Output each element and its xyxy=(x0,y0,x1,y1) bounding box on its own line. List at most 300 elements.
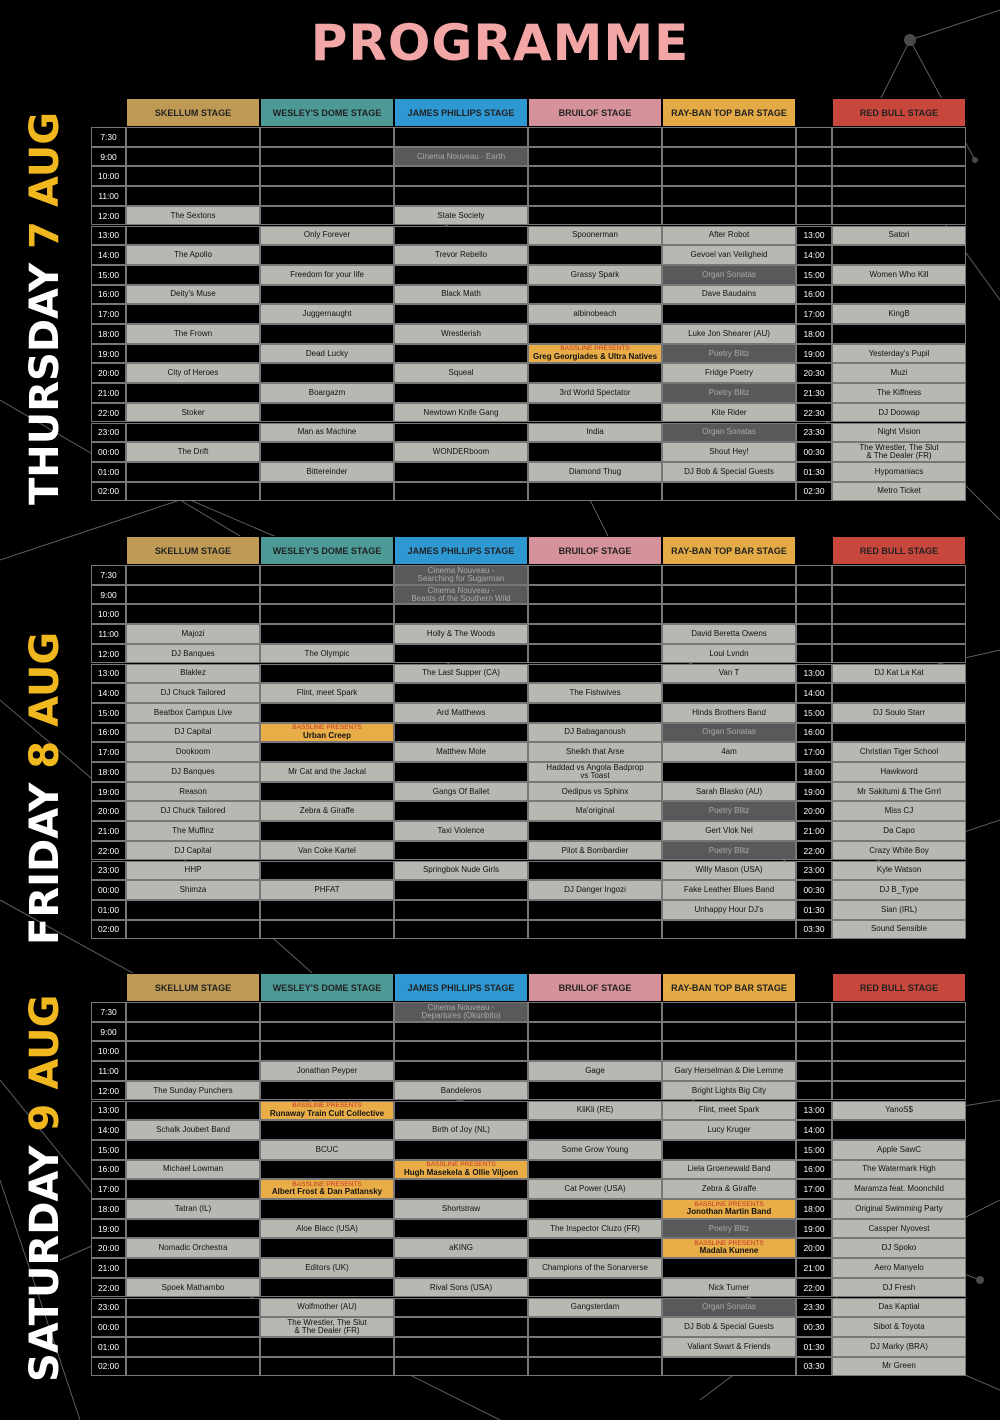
empty-slot xyxy=(260,920,394,940)
time-slot: 02:00 xyxy=(91,482,126,502)
empty-slot xyxy=(126,1022,260,1042)
red-bull-act-cell xyxy=(832,1258,966,1278)
act-name: Majozi xyxy=(181,628,205,638)
red-bull-time-slot: 13:00 xyxy=(796,664,832,684)
empty-slot xyxy=(260,604,394,624)
red-bull-act-cell xyxy=(832,1199,966,1219)
act-name: Schalk Joubert Band xyxy=(156,1125,230,1135)
empty-slot xyxy=(260,742,394,762)
stage-header-label: RAY-BAN TOP BAR STAGE xyxy=(671,545,787,556)
empty-slot xyxy=(126,585,260,605)
act-name: Poetry Blitz xyxy=(708,348,750,358)
act-name: Jonathan Peyper xyxy=(296,1065,358,1075)
act-cell xyxy=(662,1101,796,1121)
act-cell xyxy=(260,226,394,246)
empty-slot xyxy=(662,1258,796,1278)
red-bull-time-slot: 19:00 xyxy=(796,1219,832,1239)
empty-slot xyxy=(832,324,966,344)
bassline-act-cell xyxy=(528,344,662,364)
red-bull-time-slot xyxy=(796,1002,832,1022)
act-name: Birth of Joy (NL) xyxy=(432,1125,490,1135)
time-slot: 10:00 xyxy=(91,1041,126,1061)
act-cell xyxy=(662,1337,796,1357)
stage-header-wesley-s-dome-stage xyxy=(260,98,394,127)
day-name: FRIDAY xyxy=(22,782,68,945)
stage-header-red-bull-stage xyxy=(832,973,966,1002)
time-slot: 7:30 xyxy=(91,1002,126,1022)
act-cell xyxy=(260,683,394,703)
empty-slot xyxy=(394,304,528,324)
red-bull-act-cell xyxy=(832,462,966,482)
empty-slot xyxy=(260,585,394,605)
bassline-presents-label: BASSLINE PRESENTS xyxy=(560,345,630,353)
act-name: Hawkword xyxy=(880,766,918,776)
red-bull-time-slot xyxy=(796,1081,832,1101)
act-cell xyxy=(662,226,796,246)
time-slot: 13:00 xyxy=(91,664,126,684)
act-cell xyxy=(394,403,528,423)
time-slot: 17:00 xyxy=(91,742,126,762)
red-bull-act-cell xyxy=(832,482,966,502)
act-cell xyxy=(528,801,662,821)
act-cell xyxy=(528,723,662,743)
empty-slot xyxy=(832,624,966,644)
act-name: Champions of the Sonarverse xyxy=(542,1262,648,1272)
red-bull-time-slot: 01:30 xyxy=(796,462,832,482)
act-name: Wolfmother (AU) xyxy=(297,1302,357,1312)
empty-slot xyxy=(260,782,394,802)
time-slot: 12:00 xyxy=(91,206,126,226)
act-cell xyxy=(260,423,394,443)
empty-slot xyxy=(394,604,528,624)
act-name: Only Forever xyxy=(303,230,351,240)
act-name: HHP xyxy=(184,865,202,875)
empty-slot xyxy=(260,166,394,186)
red-bull-act-cell xyxy=(832,304,966,324)
red-bull-time-slot: 13:00 xyxy=(796,1101,832,1121)
act-cell xyxy=(528,1258,662,1278)
empty-slot xyxy=(528,604,662,624)
act-name: Poetry Blitz xyxy=(708,806,750,816)
act-cell xyxy=(126,245,260,265)
empty-slot xyxy=(126,344,260,364)
empty-slot xyxy=(260,1278,394,1298)
red-bull-time-slot: 22:00 xyxy=(796,1278,832,1298)
red-bull-time-slot: 03:30 xyxy=(796,1357,832,1377)
act-name: Flint, meet Spark xyxy=(698,1105,760,1115)
act-name: DJ Bob & Special Guests xyxy=(684,1322,774,1332)
stage-header-label: BRUILOF STAGE xyxy=(558,107,632,118)
red-bull-time-slot: 18:00 xyxy=(796,762,832,782)
act-cell xyxy=(260,762,394,782)
act-cell xyxy=(394,861,528,881)
empty-slot xyxy=(394,1179,528,1199)
act-cell xyxy=(126,363,260,383)
time-slot: 00:00 xyxy=(91,880,126,900)
empty-slot xyxy=(260,147,394,167)
empty-slot xyxy=(260,1081,394,1101)
time-slot: 14:00 xyxy=(91,683,126,703)
red-bull-act-cell xyxy=(832,920,966,940)
act-cell xyxy=(126,442,260,462)
act-name: Michael Lowman xyxy=(162,1164,224,1174)
stage-header-skellum-stage xyxy=(126,98,260,127)
time-slot: 23:00 xyxy=(91,861,126,881)
act-cell xyxy=(394,1199,528,1219)
act-cell xyxy=(662,841,796,861)
empty-slot xyxy=(832,1002,966,1022)
act-name: DJ Kat La Kat xyxy=(874,668,924,678)
act-cell xyxy=(528,304,662,324)
time-slot: 15:00 xyxy=(91,265,126,285)
act-cell xyxy=(528,265,662,285)
empty-slot xyxy=(662,1041,796,1061)
red-bull-time-slot: 14:00 xyxy=(796,1120,832,1140)
empty-slot xyxy=(394,1219,528,1239)
act-cell xyxy=(260,1140,394,1160)
day-name: THURSDAY xyxy=(22,262,68,505)
act-cell xyxy=(662,1081,796,1101)
day-number: 7 xyxy=(22,221,68,249)
act-cell xyxy=(662,723,796,743)
act-name: Maramza feat. Moonchild xyxy=(854,1184,944,1194)
empty-slot xyxy=(528,1357,662,1377)
empty-slot xyxy=(260,285,394,305)
empty-slot xyxy=(528,1278,662,1298)
act-cell xyxy=(662,344,796,364)
act-name: Spoek Mathambo xyxy=(161,1282,225,1292)
act-name: & The Dealer (FR) xyxy=(294,1326,360,1336)
time-slot: 22:00 xyxy=(91,403,126,423)
act-name: Aero Manyelo xyxy=(874,1262,924,1272)
red-bull-time-slot: 22:00 xyxy=(796,841,832,861)
empty-slot xyxy=(662,683,796,703)
act-name: DJ Chuck Tailored xyxy=(160,688,226,698)
act-name: Christian Tiger School xyxy=(859,747,939,757)
stage-header-label: RAY-BAN TOP BAR STAGE xyxy=(671,107,787,118)
act-name: DJ Bob & Special Guests xyxy=(684,466,774,476)
act-name: Oedipus vs Sphinx xyxy=(561,786,629,796)
act-cell xyxy=(126,861,260,881)
empty-slot xyxy=(394,801,528,821)
empty-slot xyxy=(832,723,966,743)
act-cell xyxy=(126,664,260,684)
act-name: Hypomaniacs xyxy=(874,466,924,476)
red-bull-time-slot: 13:00 xyxy=(796,226,832,246)
empty-slot xyxy=(832,644,966,664)
red-bull-act-cell xyxy=(832,801,966,821)
empty-slot xyxy=(662,604,796,624)
act-cell xyxy=(126,624,260,644)
act-cell xyxy=(662,265,796,285)
act-name: Organ Sonatas xyxy=(702,269,756,279)
time-slot: 00:00 xyxy=(91,1317,126,1337)
act-cell xyxy=(260,841,394,861)
act-name: Cinema Nouveau - Earth xyxy=(416,151,506,161)
act-name: Da Capo xyxy=(883,825,915,835)
act-name: Kyle Watson xyxy=(876,865,922,875)
act-cell xyxy=(394,664,528,684)
empty-slot xyxy=(260,442,394,462)
act-name: Stoker xyxy=(181,407,205,417)
red-bull-time-slot: 00:30 xyxy=(796,880,832,900)
red-bull-time-slot: 14:00 xyxy=(796,683,832,703)
red-bull-time-slot: 15:00 xyxy=(796,1140,832,1160)
act-name: Cinema Nouveau - xyxy=(427,585,495,595)
act-cell xyxy=(662,821,796,841)
act-name: DJ Chuck Tailored xyxy=(160,806,226,816)
day-name: SATURDAY xyxy=(22,1145,68,1382)
act-cell xyxy=(126,742,260,762)
empty-slot xyxy=(832,127,966,147)
empty-slot xyxy=(126,1002,260,1022)
act-name: DJ Babaganoush xyxy=(564,727,626,737)
act-cell xyxy=(662,900,796,920)
empty-slot xyxy=(394,1041,528,1061)
time-slot: 10:00 xyxy=(91,604,126,624)
red-bull-act-cell xyxy=(832,1219,966,1239)
red-bull-act-cell xyxy=(832,265,966,285)
time-slot: 21:00 xyxy=(91,383,126,403)
act-name: aKING xyxy=(448,1243,473,1253)
act-name: Holly & The Woods xyxy=(426,628,496,638)
red-bull-act-cell xyxy=(832,703,966,723)
act-name: Sound Sensible xyxy=(870,924,928,934)
time-slot: 18:00 xyxy=(91,762,126,782)
bassline-presents-label: BASSLINE PRESENTS xyxy=(292,1102,362,1110)
empty-slot xyxy=(528,403,662,423)
empty-slot xyxy=(528,1337,662,1357)
act-name: Original Swimming Party xyxy=(855,1203,943,1213)
empty-slot xyxy=(528,900,662,920)
act-name: YanoS$ xyxy=(885,1105,913,1115)
stage-header-label: RED BULL STAGE xyxy=(859,107,939,118)
empty-slot xyxy=(394,723,528,743)
act-name: Black Math xyxy=(441,289,481,299)
act-name: Satori xyxy=(888,230,910,240)
red-bull-time-slot: 02:30 xyxy=(796,482,832,502)
time-slot: 16:00 xyxy=(91,285,126,305)
empty-slot xyxy=(528,1238,662,1258)
empty-slot xyxy=(662,1002,796,1022)
stage-header-label: WESLEY'S DOME STAGE xyxy=(272,545,382,556)
act-name: The Watermark High xyxy=(862,1164,936,1174)
act-name: Taxi Violence xyxy=(437,825,485,835)
act-name: Bright Lights Big City xyxy=(691,1085,767,1095)
act-cell xyxy=(528,1219,662,1239)
red-bull-time-slot xyxy=(796,127,832,147)
empty-slot xyxy=(394,1337,528,1357)
act-name: Poetry Blitz xyxy=(708,845,750,855)
act-cell xyxy=(528,423,662,443)
stage-header-skellum-stage xyxy=(126,536,260,565)
act-cell xyxy=(662,423,796,443)
act-cell xyxy=(394,1002,528,1022)
empty-slot xyxy=(832,285,966,305)
empty-slot xyxy=(260,127,394,147)
act-name: Reason xyxy=(179,786,207,796)
stage-header-red-bull-stage xyxy=(832,536,966,565)
act-name: Unhappy Hour DJ's xyxy=(694,904,764,914)
act-name: Juggernaught xyxy=(302,309,352,319)
act-cell xyxy=(394,285,528,305)
act-name: Runaway Train Cult Collective xyxy=(269,1108,385,1118)
empty-slot xyxy=(662,482,796,502)
red-bull-act-cell xyxy=(832,1101,966,1121)
empty-slot xyxy=(528,147,662,167)
stage-header-skellum-stage xyxy=(126,973,260,1002)
time-slot: 23:00 xyxy=(91,1298,126,1318)
red-bull-time-slot: 17:00 xyxy=(796,742,832,762)
empty-slot xyxy=(394,462,528,482)
act-cell xyxy=(260,1317,394,1337)
act-cell xyxy=(528,383,662,403)
act-name: DJ Banques xyxy=(171,648,215,658)
act-name: Ard Matthews xyxy=(436,707,486,717)
red-bull-act-cell xyxy=(832,742,966,762)
empty-slot xyxy=(260,900,394,920)
red-bull-time-slot: 01:30 xyxy=(796,1337,832,1357)
red-bull-act-cell xyxy=(832,1238,966,1258)
empty-slot xyxy=(260,1120,394,1140)
act-cell xyxy=(126,644,260,664)
red-bull-time-slot: 20:00 xyxy=(796,801,832,821)
empty-slot xyxy=(832,1120,966,1140)
act-name: India xyxy=(586,427,604,437)
red-bull-time-slot: 14:00 xyxy=(796,245,832,265)
stage-header-bruilof-stage xyxy=(528,98,662,127)
act-name: DJ Banques xyxy=(171,766,215,776)
bassline-presents-label: BASSLINE PRESENTS xyxy=(694,1200,764,1208)
act-name: Cassper Nyovest xyxy=(868,1223,930,1233)
time-slot: 9:00 xyxy=(91,585,126,605)
red-bull-time-slot: 20:30 xyxy=(796,363,832,383)
bassline-act-cell xyxy=(260,1101,394,1121)
act-name: Mr Green xyxy=(882,1361,916,1371)
act-cell xyxy=(260,880,394,900)
empty-slot xyxy=(528,1120,662,1140)
stage-header-bruilof-stage xyxy=(528,973,662,1002)
time-slot: 18:00 xyxy=(91,1199,126,1219)
act-name: The Wrestler, The Slut xyxy=(287,1318,367,1328)
red-bull-time-slot: 18:00 xyxy=(796,324,832,344)
red-bull-act-cell xyxy=(832,423,966,443)
act-name: The Last Supper (CA) xyxy=(422,668,500,678)
empty-slot xyxy=(528,1002,662,1022)
red-bull-time-slot xyxy=(796,1061,832,1081)
act-name: Gangs Of Ballet xyxy=(432,786,490,796)
act-name: The Frown xyxy=(173,328,213,338)
red-bull-time-slot: 21:00 xyxy=(796,1258,832,1278)
time-slot: 7:30 xyxy=(91,127,126,147)
day-label-thursday xyxy=(22,112,68,505)
empty-slot xyxy=(260,1357,394,1377)
act-cell xyxy=(394,442,528,462)
empty-slot xyxy=(528,127,662,147)
empty-slot xyxy=(394,762,528,782)
act-cell xyxy=(662,664,796,684)
act-name: Organ Sonatas xyxy=(702,1302,756,1312)
act-cell xyxy=(662,880,796,900)
empty-slot xyxy=(832,604,966,624)
time-slot: 21:00 xyxy=(91,1258,126,1278)
empty-slot xyxy=(662,186,796,206)
act-name: Lucy Kruger xyxy=(707,1125,751,1135)
time-slot: 20:00 xyxy=(91,801,126,821)
empty-slot xyxy=(126,304,260,324)
empty-slot xyxy=(832,1081,966,1101)
red-bull-time-slot: 19:00 xyxy=(796,344,832,364)
act-name: Ma'original xyxy=(575,806,615,816)
act-name: & The Dealer (FR) xyxy=(866,451,932,461)
act-cell xyxy=(260,1298,394,1318)
stage-header-label: BRUILOF STAGE xyxy=(558,545,632,556)
red-bull-act-cell xyxy=(832,344,966,364)
act-name: Beatbox Campus Live xyxy=(153,707,233,717)
empty-slot xyxy=(528,861,662,881)
act-name: Organ Sonatas xyxy=(702,727,756,737)
empty-slot xyxy=(528,363,662,383)
red-bull-act-cell xyxy=(832,442,966,462)
empty-slot xyxy=(662,920,796,940)
act-name: Cinema Nouveau - xyxy=(427,565,495,575)
empty-slot xyxy=(832,166,966,186)
red-bull-time-slot xyxy=(796,1022,832,1042)
time-slot: 12:00 xyxy=(91,1081,126,1101)
empty-slot xyxy=(662,127,796,147)
empty-slot xyxy=(528,245,662,265)
time-slot: 18:00 xyxy=(91,324,126,344)
act-name: Nick Turner xyxy=(708,1282,750,1292)
red-bull-act-cell xyxy=(832,664,966,684)
empty-slot xyxy=(260,1022,394,1042)
act-cell xyxy=(394,1278,528,1298)
act-cell xyxy=(394,1081,528,1101)
act-name: KliKli (RE) xyxy=(576,1105,614,1115)
red-bull-act-cell xyxy=(832,403,966,423)
act-name: Mr Cat and the Jackal xyxy=(288,766,366,776)
act-name: Yesterday's Pupil xyxy=(868,348,930,358)
stage-header-label: SKELLUM STAGE xyxy=(154,545,232,556)
bassline-presents-label: BASSLINE PRESENTS xyxy=(292,724,362,732)
act-cell xyxy=(662,624,796,644)
empty-slot xyxy=(126,1101,260,1121)
act-cell xyxy=(126,723,260,743)
stage-header-wesley-s-dome-stage xyxy=(260,973,394,1002)
empty-slot xyxy=(394,1140,528,1160)
empty-slot xyxy=(394,166,528,186)
act-name: The Inspector Cluzo (FR) xyxy=(550,1223,640,1233)
act-cell xyxy=(126,1278,260,1298)
act-name: Kite Rider xyxy=(711,407,747,417)
act-name: Flint, meet Spark xyxy=(296,688,358,698)
red-bull-time-slot xyxy=(796,644,832,664)
act-name: albinobeach xyxy=(573,309,617,319)
time-slot: 22:00 xyxy=(91,1278,126,1298)
empty-slot xyxy=(394,900,528,920)
act-name: Van Coke Kartel xyxy=(298,845,356,855)
act-name: Hugh Masekela & Ollie Viljoen xyxy=(403,1167,519,1177)
empty-slot xyxy=(126,1041,260,1061)
act-cell xyxy=(260,1258,394,1278)
act-cell xyxy=(662,782,796,802)
act-cell xyxy=(260,462,394,482)
act-name: Miss CJ xyxy=(884,806,914,816)
red-bull-time-slot: 15:00 xyxy=(796,703,832,723)
red-bull-time-slot: 18:00 xyxy=(796,1199,832,1219)
act-cell xyxy=(394,206,528,226)
act-name: Dookoom xyxy=(175,747,211,757)
